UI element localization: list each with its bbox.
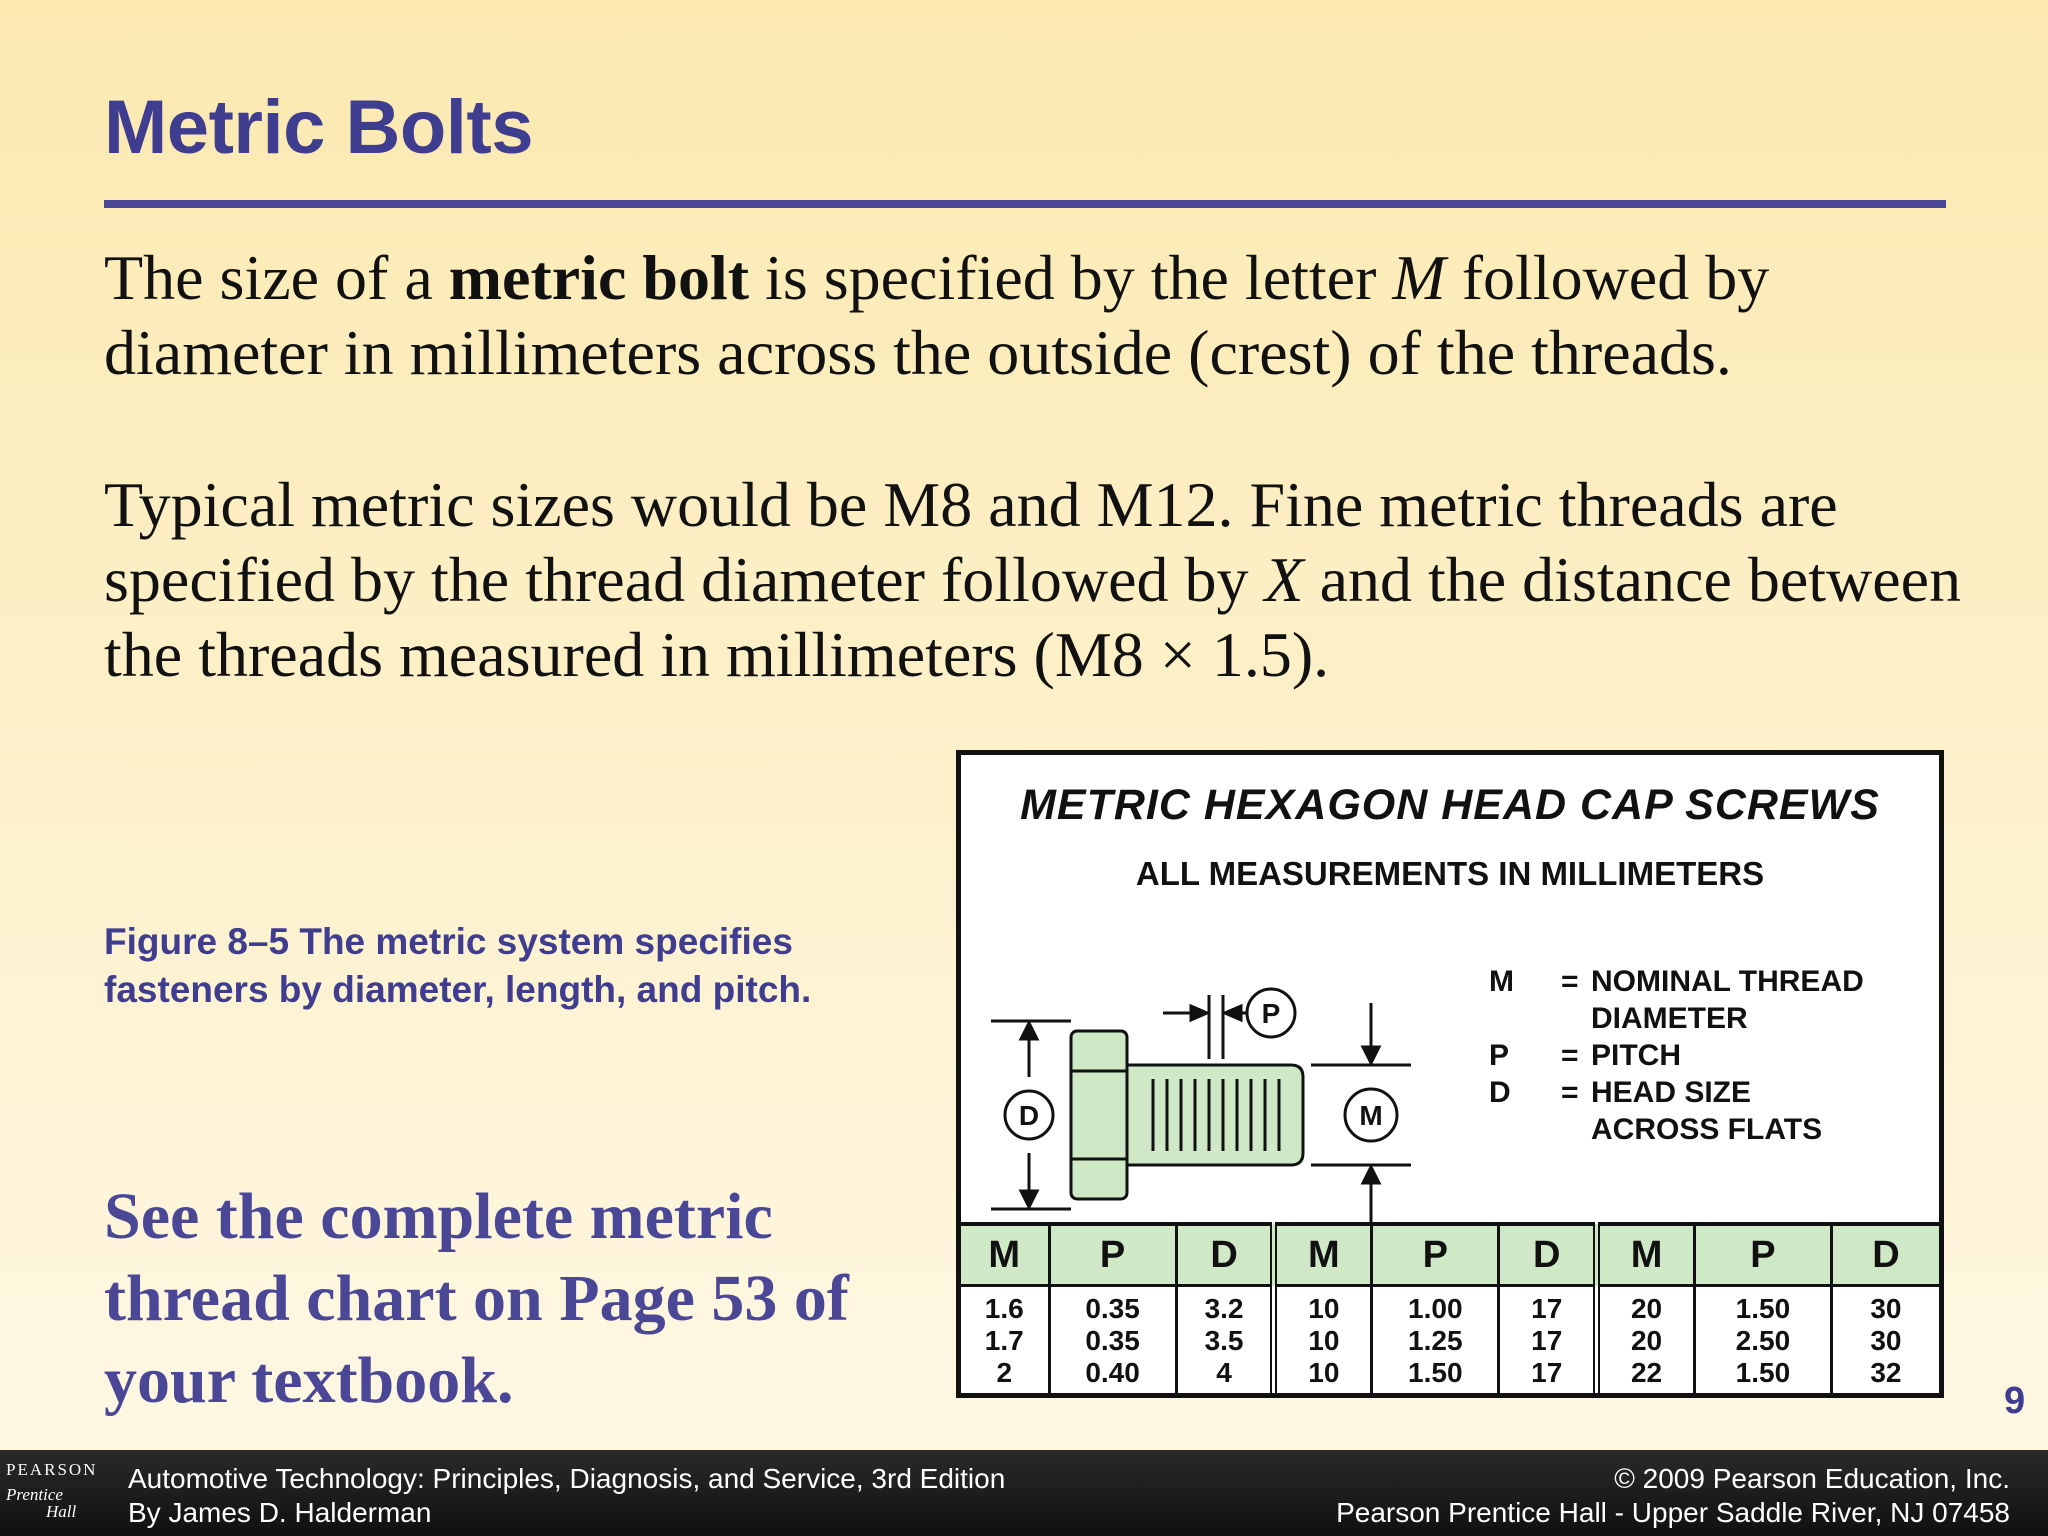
legend-equals: = — [1561, 965, 1579, 998]
label-p: P — [1261, 998, 1281, 1029]
cell-value: 10 — [1308, 1357, 1340, 1388]
table-header: D — [1831, 1224, 1939, 1286]
logo-name: PEARSON — [6, 1460, 98, 1479]
logo-sub-1: Prentice — [6, 1485, 63, 1504]
cell-value: 17 — [1531, 1293, 1563, 1324]
legend-row-d — [1489, 1074, 1911, 1148]
table-cell — [1372, 1286, 1499, 1394]
cell-value: 1.00 — [1408, 1293, 1463, 1324]
footer-book-title: Automotive Technology: Principles, Diagnosis, and Service, 3rd Edition — [128, 1463, 1006, 1494]
cell-value: 3.5 — [1204, 1325, 1244, 1356]
table-header: P — [1049, 1224, 1176, 1286]
cell-value: 30 — [1870, 1325, 1902, 1356]
legend-row-p — [1489, 1037, 1911, 1074]
legend-value: HEAD SIZE ACROSS FLATS — [1591, 1076, 1823, 1146]
logo-sub-2: Hall — [46, 1502, 77, 1521]
cell-value: 10 — [1308, 1325, 1340, 1356]
cell-value: 1.50 — [1735, 1293, 1791, 1324]
p2-text-a: Typical metric sizes would be M8 and M12. Fine metric threads are specified by the thread diameter followed by — [104, 469, 1838, 615]
slide-title: Metric Bolts — [104, 85, 533, 170]
figure-title: METRIC HEXAGON HEAD CAP SCREWS — [1020, 781, 1880, 829]
table-header: P — [1372, 1224, 1499, 1286]
table-header: P — [1694, 1224, 1831, 1286]
cell-value: 4 — [1216, 1357, 1232, 1388]
legend-equals: = — [1561, 1039, 1579, 1072]
thread-size-table — [961, 1222, 1939, 1393]
cell-value: 1.50 — [1408, 1357, 1463, 1388]
table-cell — [1597, 1286, 1695, 1394]
table-header: D — [1499, 1224, 1597, 1286]
legend-value: PITCH — [1591, 1039, 1681, 1072]
figure-subtitle: ALL MEASUREMENTS IN MILLIMETERS — [1135, 855, 1765, 892]
cell-value: 2 — [996, 1357, 1013, 1388]
table-cell — [1176, 1286, 1274, 1394]
cell-value: 20 — [1630, 1293, 1663, 1324]
cell-value: 3.2 — [1204, 1293, 1244, 1324]
cell-value: 17 — [1531, 1325, 1563, 1356]
label-m: M — [1359, 1100, 1383, 1131]
footer-bar — [0, 1450, 2048, 1536]
footer-book-info — [128, 1462, 1005, 1530]
cell-value: 10 — [1308, 1293, 1340, 1324]
table-header: M — [1274, 1224, 1372, 1286]
table-header: D — [1176, 1224, 1274, 1286]
p2-text-c: and the distance between the threads measured in millimeters (M8 × 1.5). — [104, 544, 1962, 690]
cell-value: 1.6 — [984, 1293, 1024, 1324]
figure-legend — [1489, 963, 1911, 1148]
cell-value: 0.40 — [1085, 1357, 1140, 1388]
table-row — [961, 1286, 1939, 1394]
table-header-row — [961, 1224, 1939, 1286]
legend-equals: = — [1561, 1076, 1579, 1109]
textbook-reference: See the complete metric thread chart on Page 53 of your textbook. — [104, 1180, 849, 1417]
p2-italic-x: X — [1264, 544, 1304, 615]
cell-value: 22 — [1630, 1357, 1663, 1388]
table-cell — [1274, 1286, 1372, 1394]
cell-value: 32 — [1870, 1357, 1902, 1388]
label-d: D — [1018, 1100, 1040, 1131]
cell-value: 2.50 — [1735, 1325, 1791, 1356]
p1-bold-term: metric bolt — [448, 242, 750, 313]
paragraph-metric-size — [104, 240, 1964, 390]
table-cell — [1694, 1286, 1831, 1394]
footer-author: By James D. Halderman — [128, 1497, 432, 1528]
table-cell — [961, 1286, 1049, 1394]
cell-value: 30 — [1870, 1293, 1902, 1324]
footer-copyright — [1336, 1462, 2010, 1530]
cell-value: 1.25 — [1408, 1325, 1463, 1356]
cell-value: 1.50 — [1735, 1357, 1791, 1388]
footer-publisher-line: Pearson Prentice Hall - Upper Saddle River, NJ 07458 — [1336, 1497, 2010, 1528]
p1-italic-m: M — [1392, 242, 1446, 313]
paragraph-fine-threads — [104, 467, 1964, 692]
table-header: M — [961, 1224, 1049, 1286]
p1-text-a: The size of a — [104, 242, 449, 313]
cell-value: 17 — [1531, 1357, 1563, 1388]
table-cell — [1049, 1286, 1176, 1394]
cell-value: 0.35 — [1085, 1293, 1140, 1324]
figure-caption: Figure 8–5 The metric system specifies fasteners by diameter, length, and pitch. — [104, 921, 812, 1010]
footer-copyright-line: © 2009 Pearson Education, Inc. — [1614, 1463, 2010, 1494]
table-cell — [1499, 1286, 1597, 1394]
legend-key: P — [1489, 1039, 1510, 1072]
legend-key: M — [1489, 965, 1514, 998]
p1-text-e: followed by diameter in millimeters across the outside (crest) of the threads. — [104, 242, 1770, 388]
legend-value: NOMINAL THREAD DIAMETER — [1591, 965, 1864, 1035]
legend-key: D — [1489, 1076, 1511, 1109]
p1-text-c: is specified by the letter — [749, 242, 1393, 313]
legend-row-m — [1489, 963, 1911, 1037]
slide-number: 9 — [2004, 1380, 2026, 1422]
figure-metric-cap-screws — [956, 750, 1944, 1398]
cell-value: 20 — [1630, 1325, 1663, 1356]
pearson-logo — [6, 1460, 106, 1520]
title-divider — [104, 200, 1946, 208]
table-cell — [1831, 1286, 1939, 1394]
cell-value: 1.7 — [984, 1325, 1024, 1356]
cell-value: 0.35 — [1085, 1325, 1140, 1356]
table-header: M — [1597, 1224, 1695, 1286]
